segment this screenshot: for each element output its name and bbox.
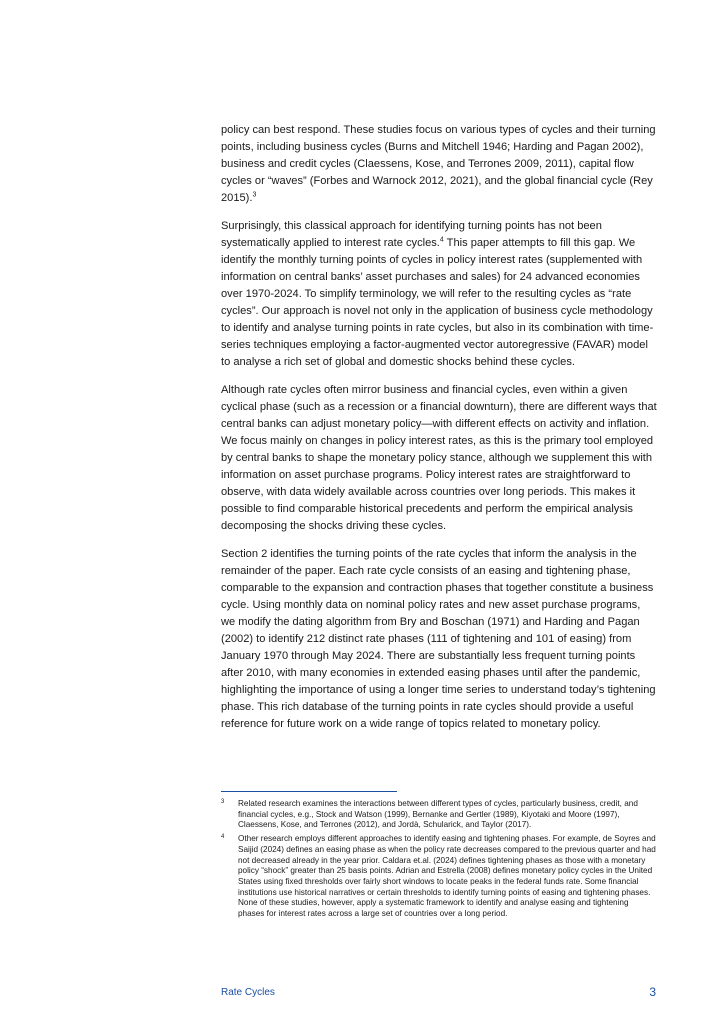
footnote-ref-4[interactable]: 4 bbox=[439, 236, 444, 244]
footnote-text: Related research examines the interactions between different types of cycles, particularly business, credit, and financial cycles, e.g., Stock and Watson (1999), Bernanke and Gertler (1989), Kiyotaki and Moore (1997), Claessens, Kose, and Terrones (2012), and Jordà, Schularick, and Taylor (2017). bbox=[238, 799, 638, 830]
footnote-number: 4 bbox=[221, 834, 225, 841]
footnote-3 bbox=[221, 799, 657, 831]
paragraph-4: Section 2 identifies the turning points of the rate cycles that inform the analysis in the remainder of the paper. Each rate cycle consists of an easing and tightening phase, comparable to the expansion and contraction phases that together constitute a business cycle. Using monthly data on nominal policy rates and new asset purchase programs, we modify the dating algorithm from Bry and Boschan (1971) and Harding and Pagan (2002) to identify 212 distinct rate phases (111 of tightening and 101 of easing) from January 1970 through May 2024. There are substantially less frequent turning points after 2010, with many economies in extended easing phases until after the pandemic, highlighting the importance of using a longer time series to understand today’s tightening phase. This rich database of the turning points in rate cycles should provide a useful reference for future work on a wide range of topics related to monetary policy. bbox=[221, 548, 656, 730]
footnote-4 bbox=[221, 834, 657, 920]
footnote-text: Other research employs different approaches to identify easing and tightening phases. For example, de Soyres and Saijid (2024) defines an easing phase as when the policy rate decreases compared to the previous quarter and had not decreased already in the year prior. Caldara et.al. (2024) defines tightening phases as those with a monetary policy “shock” greater than 25 basis points. Adrian and Estrella (2008) defines monetary policy cycles in the United States using fixed thresholds over fairly short windows to locate peaks in the federal funds rate. Some financial institutions use historical narratives or certain thresholds to identify turning points of easing and tightening phases. None of these studies, however, apply a systematic framework to identify and analyse easing and tightening phases for interest rates across a large set of countries over a long period. bbox=[238, 834, 656, 919]
paragraph-1: policy can best respond. These studies focus on various types of cycles and their turning points, including business cycles (Burns and Mitchell 1946; Harding and Pagan 2002), business and credit cycles (Claessens, Kose, and Terrones 2009, 2011), capital flow cycles or “waves” (Forbes and Warnock 2012, 2021), and the global financial cycle (Rey 2015).$^3$ bbox=[221, 124, 656, 204]
paragraph-3: Although rate cycles often mirror business and financial cycles, even within a given cyclical phase (such as a recession or a financial downturn), there are different ways that central banks can adjust monetary policy—with different effects on activity and inflation. We focus mainly on changes in policy interest rates, as this is the primary tool employed by central banks to shape the monetary policy stance, although we supplement this with information on asset purchase programs. Policy interest rates are straightforward to observe, with data widely available across countries over long periods. This makes it possible to find comparable historical precedents and perform the empirical analysis decomposing the shocks driving these cycles. bbox=[221, 384, 657, 532]
footer-title: Rate Cycles bbox=[221, 987, 275, 998]
footnote-ref-3[interactable]: 3 bbox=[252, 191, 257, 199]
page-number: 3 bbox=[649, 985, 656, 999]
paragraph-2: Surprisingly, this classical approach for identifying turning points has not been systematically applied to interest rate cycles.$^4$ This paper attempts to fill this gap. We identify the monthly turning points of cycles in policy interest rates (supplemented with information on central banks’ asset purchases and sales) for 24 advanced economies over 1970-2024. To simplify terminology, we will refer to the resulting cycles as “rate cycles”. Our approach is novel not only in the application of business cycle methodology to identify and analyse turning points in rate cycles, but also in its combination with time-series techniques employing a factor-augmented vector autoregressive (FAVAR) model to analyse a rich set of global and domestic shocks behind these cycles. bbox=[221, 220, 654, 368]
footnote-divider bbox=[221, 791, 397, 792]
footnotes bbox=[221, 799, 657, 923]
footnote-number: 3 bbox=[221, 799, 225, 805]
body-text bbox=[221, 122, 657, 744]
